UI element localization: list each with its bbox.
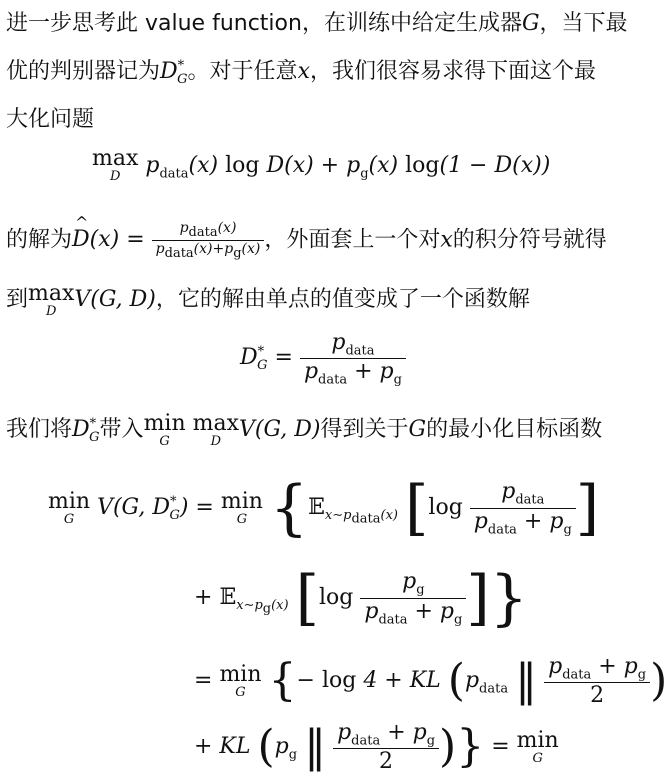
equation-objective-line-2: + 𝔼$_{x\sim p_g(x)}$ [log $\frac{p_g}{p_{data} + p_g}$ ]} <box>194 563 528 633</box>
text-fragment: ，我们很容易求得下面这个最 <box>309 59 596 84</box>
text-fragment: 进一步思考此 value function，在训练中给定生成器 <box>6 11 522 36</box>
text-fragment: 。对于任意 <box>187 59 298 84</box>
max-operator: max D <box>28 280 75 319</box>
math-var-G: G <box>521 11 540 36</box>
text-line-6 <box>6 412 602 448</box>
text-fragment: 的积分符号就得 <box>452 227 607 253</box>
math-var-x: x <box>440 227 453 253</box>
text-fragment: 得到关于 <box>320 417 409 442</box>
equation-objective-line-4: + KL ($p_g$ ‖ $\frac{p_{data} + p_g}{2}$ )} = min G <box>194 720 559 775</box>
math-dhat: ^ D(x) = $\frac{p_{data}(x)}{p_{data}(x)+p_g(x)}$ <box>72 227 264 252</box>
text-fragment: 我们将 <box>6 417 73 442</box>
math-dg-star: $D^*_G$ <box>160 58 188 88</box>
text-line-3: 大化问题 <box>6 107 95 132</box>
text-fragment: 的解为 <box>6 227 73 253</box>
text-line-1 <box>6 6 628 37</box>
text-line-4 <box>6 220 607 261</box>
min-operator: min G <box>143 410 186 449</box>
text-fragment: ，外面套上一个对 <box>264 227 441 253</box>
equation-optimal-d: $D^*_G$ = $\frac{p_{data}}{p_{data} + p_g}$ <box>240 330 406 388</box>
fraction: $\frac{p_{data}}{p_{data} + p_g}$ <box>300 330 406 388</box>
max-operator: max D <box>92 146 139 184</box>
text-fragment: ，当下最 <box>539 11 628 36</box>
math-var-x: x <box>297 59 310 84</box>
text-fragment: ，它的解由单点的值变成了一个函数解 <box>155 287 530 312</box>
max-operator: max D <box>192 410 240 449</box>
math-var-G: G <box>408 417 427 442</box>
text-line-5 <box>6 282 530 318</box>
equation-maximization: max D $p_{data}(x)$ $\log D(x) + p_g(x) \log(1 - D(x))$ <box>92 146 551 184</box>
text-line-2 <box>6 54 596 87</box>
text-fragment: 的最小化目标函数 <box>426 417 603 442</box>
math-V: V(G, D) <box>74 287 156 312</box>
math-dg-star: $D^*_G$ <box>72 416 100 446</box>
text-fragment: 带入 <box>99 417 144 442</box>
text-fragment: 优的判别器记为 <box>6 59 161 84</box>
equation-objective-line-3: = min G {− log 4 + KL ($p_{data}$ ‖ $\frac{p_{data} + p_g}{2}$ ) <box>194 654 667 709</box>
math-V: V(G, D) <box>239 417 321 442</box>
equation-objective-line-1: min G V(G, $D^*_G$) = min G {𝔼$_{x\sim p_{data}(x)}$ [log $\frac{p_{data}}{p_{data} + p_g}$ ] <box>48 473 600 543</box>
text-fragment: 到 <box>6 287 29 312</box>
